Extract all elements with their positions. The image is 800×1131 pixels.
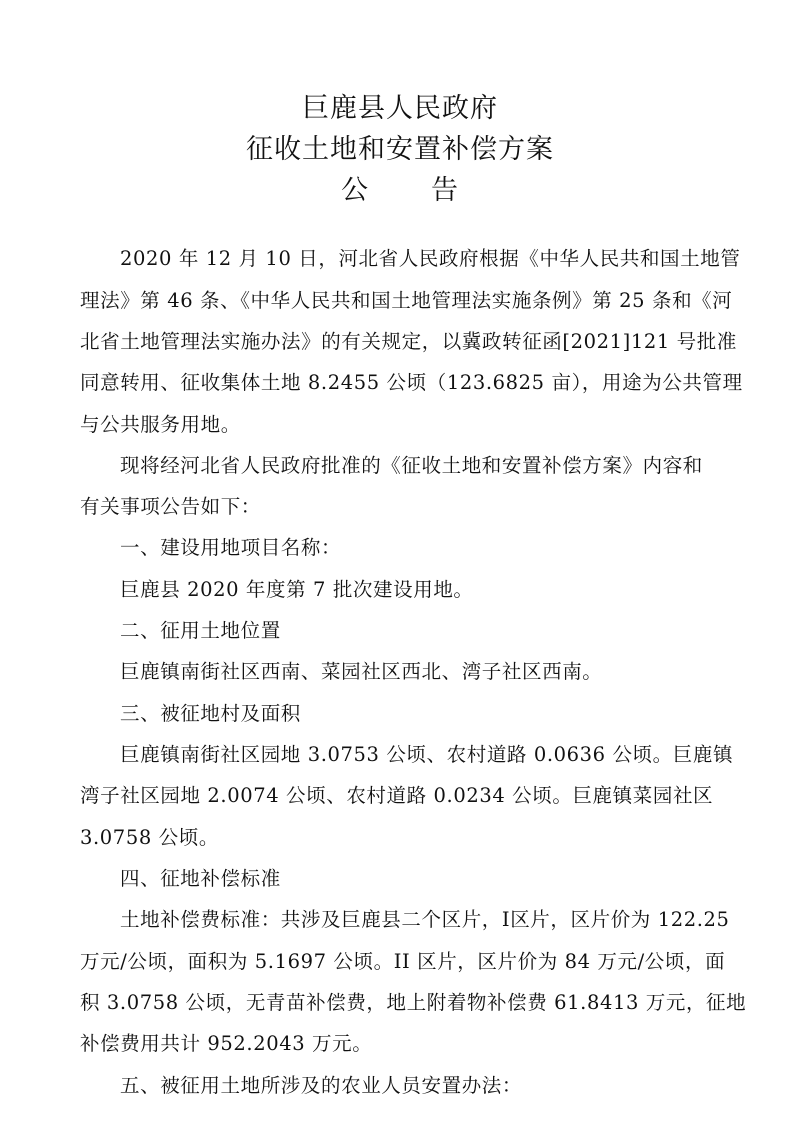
title-government: 巨鹿县人民政府: [302, 93, 498, 124]
section-4-line-4: 补偿费用共计 952.2043 万元。: [80, 1032, 373, 1055]
paragraph-1-line-2: 理法》第 46 条、《中华人民共和国土地管理法实施条例》第 25 条和《河: [80, 289, 733, 312]
section-2-heading: 二、征用土地位置: [120, 619, 281, 642]
title-char-gong: 公: [341, 175, 369, 206]
section-3-heading: 三、被征地村及面积: [120, 702, 301, 725]
section-5-heading: 五、被征用土地所涉及的农业人员安置办法：: [120, 1074, 523, 1097]
paragraph-2-line-2: 有关事项公告如下：: [80, 495, 261, 518]
paragraph-1-line-3: 北省土地管理法实施办法》的有关规定，以冀政转征函[2021]121 号批准: [80, 330, 737, 353]
section-2-text: 巨鹿镇南街社区西南、菜园社区西北、湾子社区西南。: [120, 660, 603, 683]
paragraph-2-line-1: 现将经河北省人民政府批准的《征收土地和安置补偿方案》内容和: [120, 454, 703, 477]
paragraph-1-line-5: 与公共服务用地。: [80, 413, 241, 436]
section-1-heading: 一、建设用地项目名称：: [120, 536, 342, 559]
title-announcement: [0, 172, 800, 210]
paragraph-1-line-1: 2020 年 12 月 10 日，河北省人民政府根据《中华人民共和国土地管: [120, 247, 741, 270]
paragraph-1-line-4: 同意转用、征收集体土地 8.2455 公顷（123.6825 亩），用途为公共管理: [80, 371, 743, 394]
section-4-line-1: 土地补偿费标准：共涉及巨鹿县二个区片，Ⅰ区片，区片价为 122.25: [120, 908, 730, 931]
section-4-heading: 四、征地补偿标准: [120, 867, 281, 890]
section-4-line-3: 积 3.0758 公顷，无青苗补偿费，地上附着物补偿费 61.8413 万元，征地: [80, 991, 747, 1014]
section-1-text: 巨鹿县 2020 年度第 7 批次建设用地。: [120, 578, 474, 601]
section-3-line-2: 湾子社区园地 2.0074 公顷、农村道路 0.0234 公顷。巨鹿镇菜园社区: [80, 784, 714, 807]
section-3-line-1: 巨鹿镇南街社区园地 3.0753 公顷、农村道路 0.0636 公顷。巨鹿镇: [120, 743, 734, 766]
title-plan: 征收土地和安置补偿方案: [246, 134, 554, 165]
section-3-line-3: 3.0758 公顷。: [80, 826, 219, 849]
title-char-gao: 告: [431, 175, 459, 206]
section-4-line-2: 万元/公顷，面积为 5.1697 公顷。II 区片，区片价为 84 万元/公顷，面: [80, 950, 726, 973]
